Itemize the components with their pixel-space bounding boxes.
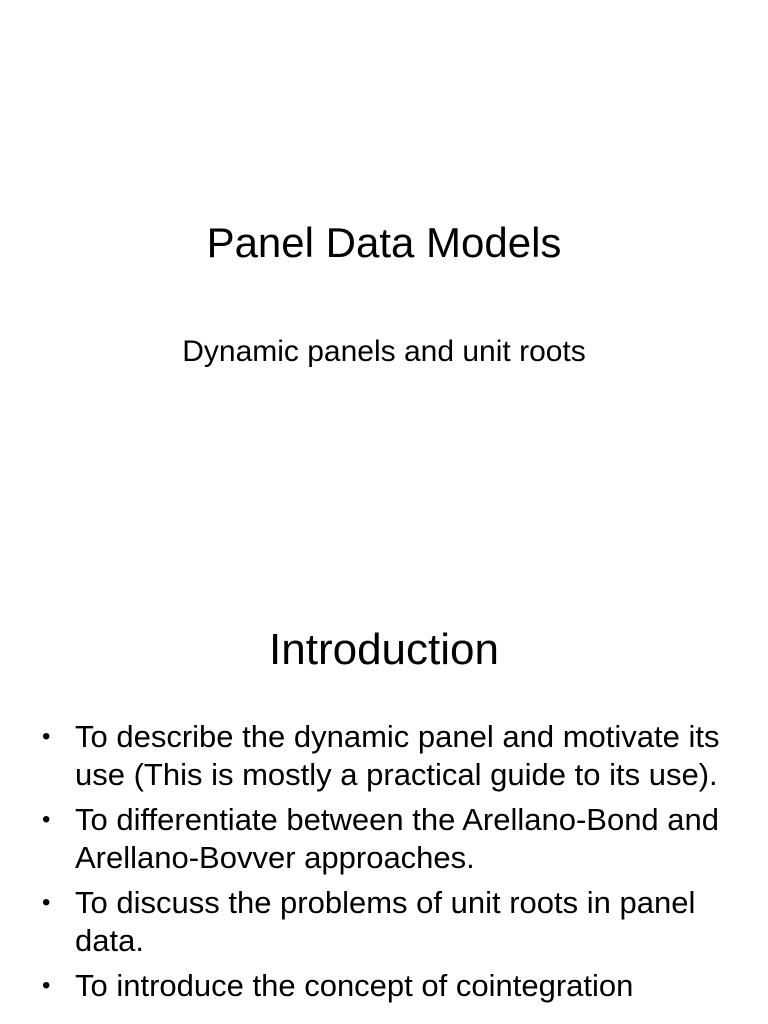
bullet-item [38,967,738,1005]
bullet-item [38,801,738,876]
bullet-item [38,884,738,959]
bullet-list [38,718,738,1013]
bullet-point-icon: • [42,723,51,750]
bullet-point-icon: • [42,806,51,833]
bullet-item [38,718,738,793]
bullet-point-icon: • [42,972,51,999]
slide-title: Panel Data Models [206,219,562,266]
bullet-point-icon: • [42,889,51,916]
introduction-slide [0,576,768,1024]
slide-subtitle: Dynamic panels and unit roots [182,335,586,368]
bullet-text: To discuss the problems of unit roots in panel data. [75,885,696,958]
slide-heading: Introduction [269,625,499,674]
bullet-text: To introduce the concept of cointegration [75,968,634,1003]
bullet-text: To differentiate between the Arellano-Bond and Arellano-Bovver approaches. [75,802,720,875]
bullet-text: To describe the dynamic panel and motivate its use (This is mostly a practical guide to its use). [75,719,720,792]
